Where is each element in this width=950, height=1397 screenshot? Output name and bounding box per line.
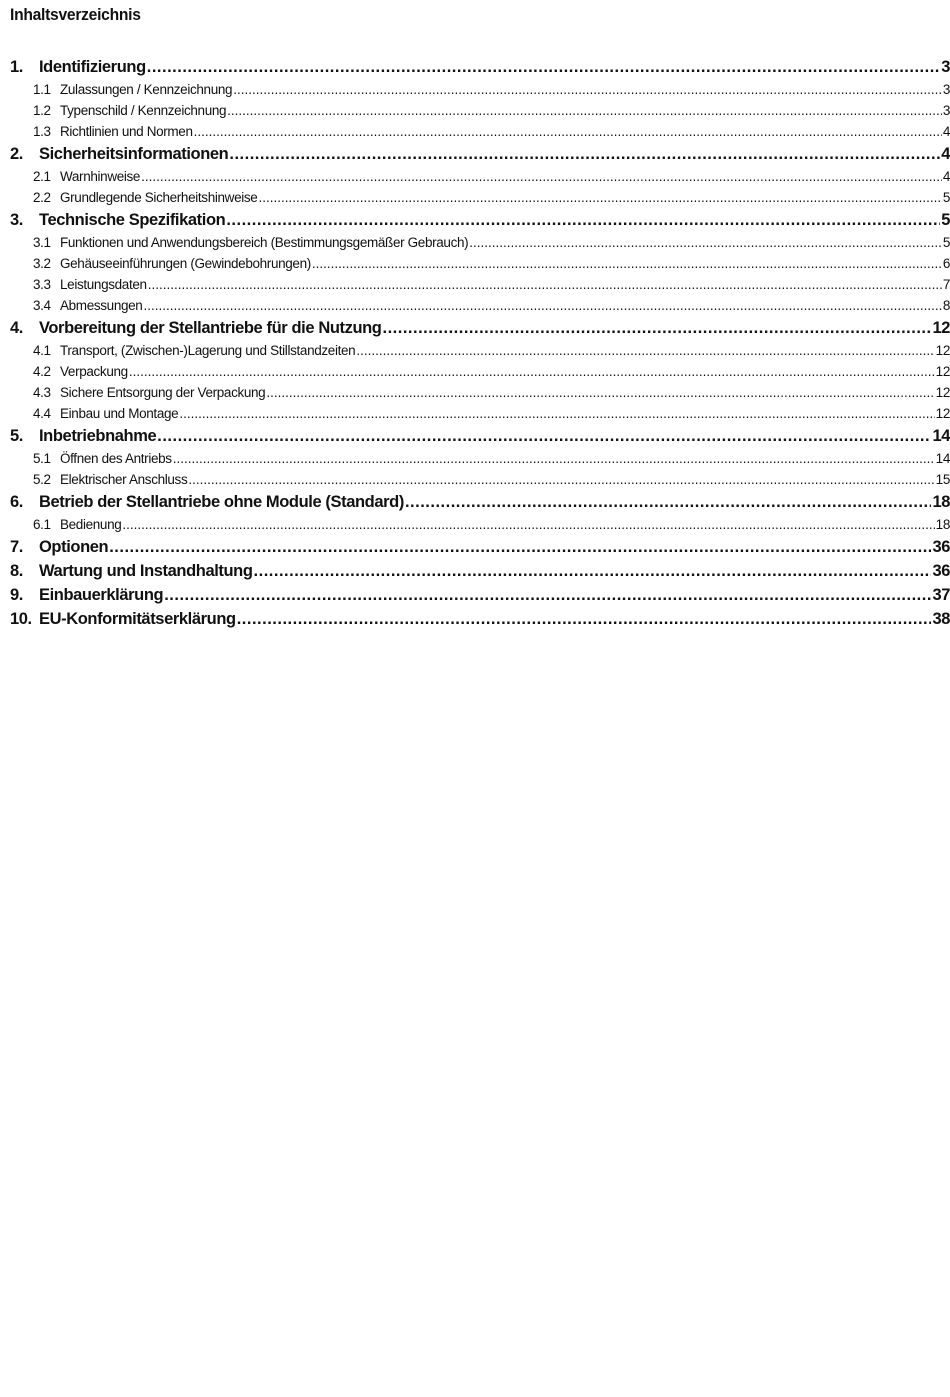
toc-entry-title: Zulassungen / Kennzeichnung <box>60 82 233 97</box>
toc-dot-leader <box>157 424 931 448</box>
toc-entry-page: 12 <box>935 364 950 379</box>
toc-entry-page: 37 <box>932 586 950 604</box>
toc-entry-title: Transport, (Zwischen-)Lagerung und Stillstandzeiten <box>60 343 356 358</box>
toc-chapter-entry[interactable] <box>10 490 950 514</box>
toc-dot-leader <box>356 340 934 361</box>
toc-entry-page: 5 <box>942 235 950 250</box>
toc-entry-title: Vorbereitung der Stellantriebe für die Nutzung <box>39 319 382 337</box>
toc-entry-number: 1. <box>10 58 23 76</box>
toc-dot-leader <box>173 448 935 469</box>
toc-entry-number: 4.1 <box>33 343 51 358</box>
toc-entry-title: Wartung und Instandhaltung <box>39 562 253 580</box>
toc-entry-number: 5.1 <box>33 451 51 466</box>
toc-entry-number: 1.3 <box>33 124 51 139</box>
toc-entry-page: 18 <box>935 517 950 532</box>
toc-entry-number: 10. <box>10 610 32 628</box>
toc-dot-leader <box>237 607 932 631</box>
toc-entry-number: 2. <box>10 145 23 163</box>
toc-dot-leader <box>254 559 932 583</box>
toc-entry-page: 4 <box>942 169 950 184</box>
toc-dot-leader <box>383 316 932 340</box>
toc-dot-leader <box>109 535 931 559</box>
toc-dot-leader <box>312 253 942 274</box>
toc-chapter-entry[interactable] <box>10 559 950 583</box>
toc-dot-leader <box>258 187 941 208</box>
toc-section-entry[interactable] <box>10 295 950 316</box>
toc-section-entry[interactable] <box>10 403 950 424</box>
toc-entry-number: 9. <box>10 586 23 604</box>
toc-entry-title: Warnhinweise <box>60 169 141 184</box>
toc-entry-number: 3.3 <box>33 277 51 292</box>
toc-dot-leader <box>122 514 934 535</box>
toc-entry-number: 6. <box>10 493 23 511</box>
toc-entry-number: 5. <box>10 427 23 445</box>
toc-dot-leader <box>405 490 932 514</box>
toc-entry-page: 15 <box>935 472 950 487</box>
toc-section-entry[interactable] <box>10 79 950 100</box>
toc-dot-leader <box>164 583 931 607</box>
toc-chapter-entry[interactable] <box>10 316 950 340</box>
toc-dot-leader <box>226 208 940 232</box>
toc-entry-page: 12 <box>935 406 950 421</box>
toc-entry-number: 4. <box>10 319 23 337</box>
toc-entry-page: 12 <box>932 319 950 337</box>
toc-entry-title: Grundlegende Sicherheitshinweise <box>60 190 258 205</box>
toc-entry-title: Sichere Entsorgung der Verpackung <box>60 385 266 400</box>
toc-section-entry[interactable] <box>10 448 950 469</box>
toc-entry-number: 5.2 <box>33 472 51 487</box>
toc-dot-leader <box>143 295 941 316</box>
toc-entry-title: Identifizierung <box>39 58 146 76</box>
toc-entry-title: EU-Konformitätserklärung <box>39 610 236 628</box>
toc-entry-number: 2.1 <box>33 169 51 184</box>
toc-entry-page: 12 <box>935 385 950 400</box>
toc-entry-number: 6.1 <box>33 517 51 532</box>
toc-entry-page: 4 <box>941 145 950 163</box>
toc-section-entry[interactable] <box>10 187 950 208</box>
toc-entry-number: 8. <box>10 562 23 580</box>
toc-entry-title: Verpackung <box>60 364 128 379</box>
toc-entry-number: 3.1 <box>33 235 51 250</box>
toc-entry-title: Richtlinien und Normen <box>60 124 193 139</box>
toc-dot-leader <box>179 403 934 424</box>
toc-entry-page: 4 <box>942 124 950 139</box>
toc-entry-page: 14 <box>932 427 950 445</box>
toc-dot-leader <box>141 166 942 187</box>
toc-entry-number: 4.4 <box>33 406 51 421</box>
toc-entry-title: Elektrischer Anschluss <box>60 472 188 487</box>
toc-entry-title: Einbau und Montage <box>60 406 179 421</box>
toc-dot-leader <box>147 55 940 79</box>
toc-entry-number: 3.4 <box>33 298 51 313</box>
toc-entry-title: Optionen <box>39 538 109 556</box>
toc-dot-leader <box>194 121 942 142</box>
toc-entry-page: 6 <box>942 256 950 271</box>
toc-dot-leader <box>229 142 940 166</box>
toc-entry-page: 5 <box>942 190 950 205</box>
toc-section-entry[interactable] <box>10 232 950 253</box>
toc-entry-number: 3. <box>10 211 23 229</box>
toc-entry-page: 5 <box>941 211 950 229</box>
toc-section-entry[interactable] <box>10 253 950 274</box>
toc-dot-leader <box>129 361 935 382</box>
toc-entry-number: 4.3 <box>33 385 51 400</box>
toc-entry-number: 1.2 <box>33 103 51 118</box>
toc-entry-number: 4.2 <box>33 364 51 379</box>
toc-dot-leader <box>266 382 934 403</box>
toc-section-entry[interactable] <box>10 469 950 490</box>
toc-entry-title: Einbauerklärung <box>39 586 164 604</box>
toc-dot-leader <box>233 79 942 100</box>
toc-chapter-entry[interactable] <box>10 142 950 166</box>
toc-entry-page: 3 <box>942 82 950 97</box>
toc-chapter-entry[interactable] <box>10 583 950 607</box>
toc-dot-leader <box>469 232 942 253</box>
toc-list <box>10 55 950 631</box>
toc-entry-number: 1.1 <box>33 82 51 97</box>
toc-entry-page: 3 <box>941 58 950 76</box>
toc-section-entry[interactable] <box>10 382 950 403</box>
toc-entry-title: Gehäuseeinführungen (Gewindebohrungen) <box>60 256 311 271</box>
toc-chapter-entry[interactable] <box>10 424 950 448</box>
toc-section-entry[interactable] <box>10 166 950 187</box>
toc-entry-number: 3.2 <box>33 256 51 271</box>
toc-section-entry[interactable] <box>10 100 950 121</box>
toc-dot-leader <box>188 469 934 490</box>
toc-section-entry[interactable] <box>10 361 950 382</box>
toc-entry-title: Bedienung <box>60 517 122 532</box>
toc-entry-page: 8 <box>942 298 950 313</box>
toc-entry-page: 7 <box>942 277 950 292</box>
toc-chapter-entry[interactable] <box>10 535 950 559</box>
toc-entry-number: 2.2 <box>33 190 51 205</box>
toc-entry-title: Sicherheitsinformationen <box>39 145 229 163</box>
toc-entry-title: Betrieb der Stellantriebe ohne Module (Standard) <box>39 493 404 511</box>
toc-entry-page: 14 <box>935 451 950 466</box>
toc-entry-title: Inbetriebnahme <box>39 427 157 445</box>
toc-entry-page: 18 <box>932 493 950 511</box>
toc-dot-leader <box>148 274 942 295</box>
toc-chapter-entry[interactable] <box>10 55 950 79</box>
toc-entry-page: 38 <box>932 610 950 628</box>
toc-entry-title: Funktionen und Anwendungsbereich (Bestimmungsgemäßer Gebrauch) <box>60 235 469 250</box>
toc-entry-title: Typenschild / Kennzeichnung <box>60 103 227 118</box>
toc-entry-title: Abmessungen <box>60 298 143 313</box>
toc-entry-title: Öffnen des Antriebs <box>60 451 172 466</box>
toc-entry-page: 3 <box>942 103 950 118</box>
toc-chapter-entry[interactable] <box>10 607 950 631</box>
toc-section-entry[interactable] <box>10 121 950 142</box>
toc-entry-title: Leistungsdaten <box>60 277 147 292</box>
toc-dot-leader <box>227 100 942 121</box>
toc-entry-page: 36 <box>932 562 950 580</box>
toc-section-entry[interactable] <box>10 274 950 295</box>
toc-entry-page: 12 <box>935 343 950 358</box>
toc-section-entry[interactable] <box>10 514 950 535</box>
toc-chapter-entry[interactable] <box>10 208 950 232</box>
toc-entry-page: 36 <box>932 538 950 556</box>
toc-heading: Inhaltsverzeichnis <box>10 5 141 24</box>
toc-entry-title: Technische Spezifikation <box>39 211 226 229</box>
toc-entry-number: 7. <box>10 538 23 556</box>
toc-section-entry[interactable] <box>10 340 950 361</box>
